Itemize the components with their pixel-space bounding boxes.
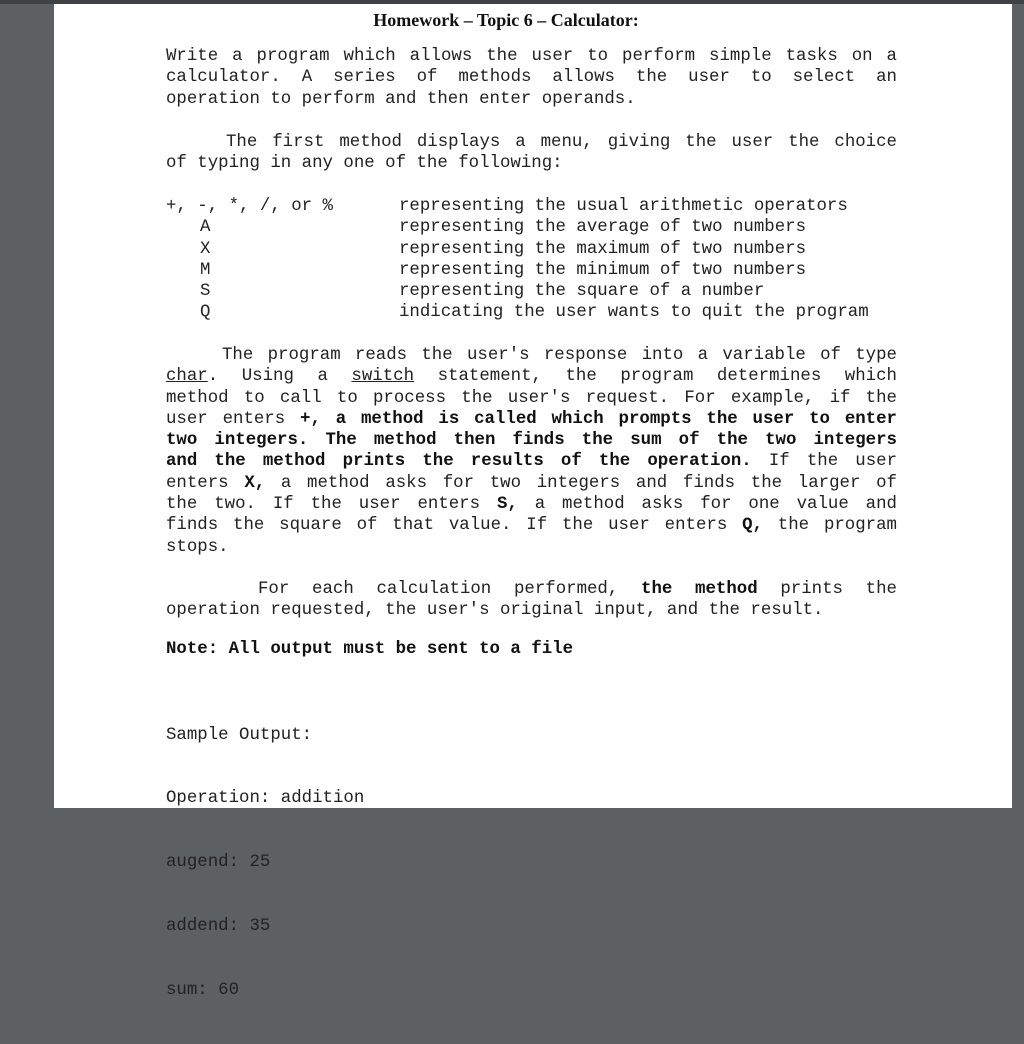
menu-description: representing the average of two numbers — [399, 218, 807, 238]
output-paragraph — [166, 579, 897, 622]
menu-row — [166, 196, 906, 217]
sample-output — [166, 682, 364, 1044]
sample-line: Sample Output: — [166, 725, 313, 745]
program-description-paragraph — [166, 345, 897, 558]
sample-line: Operation: addition — [166, 789, 365, 809]
text-line: and the method prints the results of the operation. If the user — [166, 452, 898, 472]
text-line: operation requested, the user's original input, and the result. — [166, 601, 824, 621]
menu-row — [166, 302, 906, 323]
text-line: operation to perform and then enter operands. — [166, 89, 636, 109]
menu-key: +, -, *, /, or % — [166, 197, 333, 216]
menu-key: A — [200, 218, 211, 238]
text-line: the two. If the user enters S, a method asks for one value and — [166, 495, 897, 515]
sample-line: addend: 35 — [166, 917, 271, 937]
text-line: The first method displays a menu, giving the user the choice — [226, 133, 897, 152]
text-line: The program reads the user's response into a variable of type — [222, 346, 897, 365]
text-line: finds the square of that value. If the user enters Q, the program — [166, 516, 897, 536]
sample-line: augend: 25 — [166, 853, 271, 873]
text-line: enters X, a method asks for two integers and finds the larger of — [166, 473, 897, 493]
switch-keyword: switch — [351, 367, 415, 387]
menu-description: representing the maximum of two numbers — [399, 239, 807, 259]
text-line: char. Using a switch statement, the program determines which — [166, 367, 897, 387]
note-line: Note: All output must be sent to a file — [166, 640, 574, 659]
menu-key: M — [200, 260, 211, 280]
menu-description: representing the square of a number — [399, 282, 765, 302]
menu-key: X — [200, 239, 211, 259]
menu-row — [166, 281, 906, 302]
text-line: user enters +, a method is called which prompts the user to enter — [166, 409, 897, 429]
menu-description: representing the minimum of two numbers — [399, 260, 807, 280]
menu-row — [166, 217, 906, 238]
text-line: Write a program which allows the user to perform simple tasks on a — [166, 47, 897, 66]
menu-key: S — [200, 282, 211, 302]
menu-description: indicating the user wants to quit the program — [399, 303, 869, 323]
page-title: Homework – Topic 6 – Calculator: — [373, 10, 639, 30]
menu-intro-paragraph — [166, 132, 897, 175]
sample-line: sum: 60 — [166, 981, 240, 1001]
text-line: two integers. The method then finds the sum of the two integers — [166, 431, 897, 451]
text-line: method to call to process the user's request. For example, if the — [166, 388, 897, 408]
char-keyword: char — [166, 367, 208, 387]
intro-paragraph — [166, 46, 897, 110]
text-line: calculator. A series of methods allows the user to select an — [166, 68, 897, 88]
text-line: stops. — [166, 537, 229, 557]
menu-key: Q — [200, 303, 211, 323]
document-page — [54, 4, 1012, 1001]
menu-options-table — [166, 196, 906, 324]
menu-row — [166, 260, 906, 281]
menu-row — [166, 239, 906, 260]
text-line: of typing in any one of the following: — [166, 154, 563, 174]
text-line: For each calculation performed, the method prints the — [258, 580, 897, 599]
menu-description: representing the usual arithmetic operators — [399, 197, 848, 216]
